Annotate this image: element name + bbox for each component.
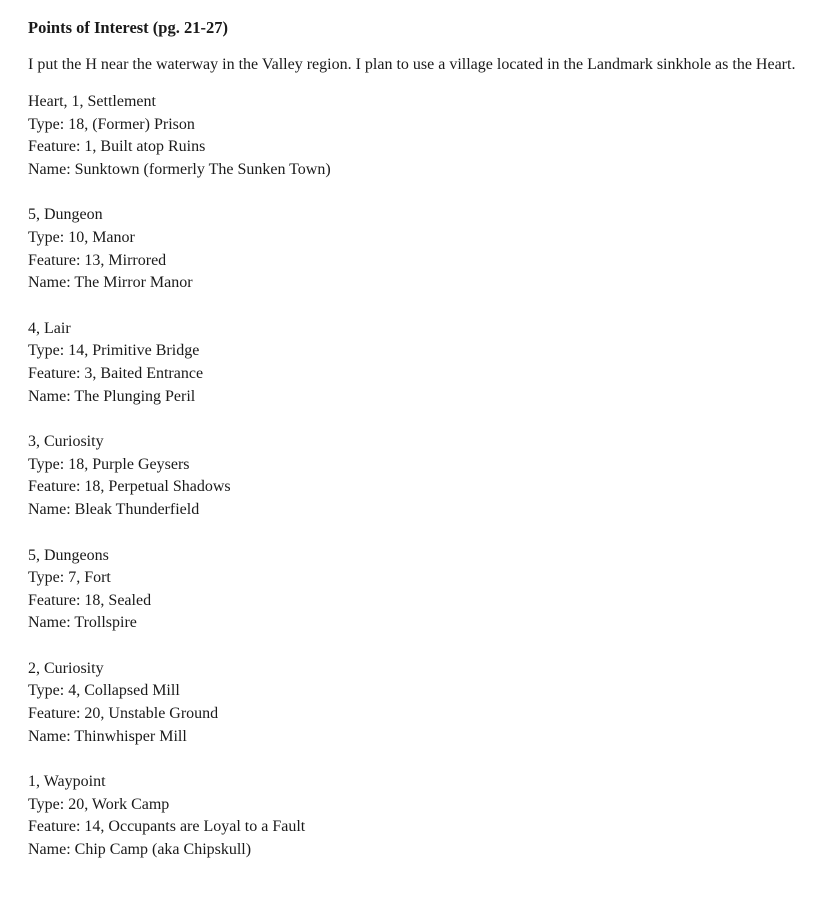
poi-name: Name: Chip Camp (aka Chipskull) bbox=[28, 841, 252, 859]
poi-entry bbox=[28, 771, 828, 861]
poi-heading: 5, Dungeon bbox=[28, 206, 103, 224]
poi-heading: 3, Curiosity bbox=[28, 433, 104, 451]
poi-entry bbox=[28, 318, 828, 408]
poi-entry bbox=[28, 431, 828, 521]
poi-entry bbox=[28, 204, 828, 294]
poi-name: Name: Sunktown (formerly The Sunken Town) bbox=[28, 160, 331, 178]
poi-heading: 1, Waypoint bbox=[28, 773, 106, 791]
poi-type: Type: 14, Primitive Bridge bbox=[28, 342, 200, 360]
poi-heading: 4, Lair bbox=[28, 319, 71, 337]
poi-name: Name: Thinwhisper Mill bbox=[28, 727, 187, 745]
poi-type: Type: 18, (Former) Prison bbox=[28, 115, 195, 133]
document-title: Points of Interest (pg. 21-27) bbox=[28, 18, 228, 37]
poi-feature: Feature: 18, Sealed bbox=[28, 591, 152, 609]
poi-feature: Feature: 1, Built atop Ruins bbox=[28, 138, 206, 156]
poi-feature: Feature: 13, Mirrored bbox=[28, 251, 167, 269]
poi-type: Type: 7, Fort bbox=[28, 569, 111, 587]
poi-type: Type: 18, Purple Geysers bbox=[28, 455, 190, 473]
poi-feature: Feature: 14, Occupants are Loyal to a Fault bbox=[28, 818, 306, 836]
poi-name: Name: Trollspire bbox=[28, 614, 137, 632]
poi-feature: Feature: 18, Perpetual Shadows bbox=[28, 478, 231, 496]
poi-entry bbox=[28, 658, 828, 748]
poi-type: Type: 4, Collapsed Mill bbox=[28, 682, 180, 700]
intro-paragraph: I put the H near the waterway in the Valley region. I plan to use a village located in the Landmark sinkhole as the Heart. bbox=[28, 56, 796, 73]
points-of-interest-list bbox=[28, 91, 828, 862]
poi-type: Type: 20, Work Camp bbox=[28, 795, 170, 813]
poi-name: Name: The Plunging Peril bbox=[28, 387, 196, 405]
poi-name: Name: Bleak Thunderfield bbox=[28, 500, 200, 518]
poi-entry bbox=[28, 91, 828, 181]
poi-heading: 2, Curiosity bbox=[28, 659, 104, 677]
poi-heading: Heart, 1, Settlement bbox=[28, 93, 156, 110]
poi-heading: 5, Dungeons bbox=[28, 546, 109, 564]
poi-entry bbox=[28, 545, 828, 635]
poi-feature: Feature: 20, Unstable Ground bbox=[28, 705, 219, 723]
poi-name: Name: The Mirror Manor bbox=[28, 274, 193, 292]
poi-type: Type: 10, Manor bbox=[28, 228, 135, 246]
poi-feature: Feature: 3, Baited Entrance bbox=[28, 364, 204, 382]
